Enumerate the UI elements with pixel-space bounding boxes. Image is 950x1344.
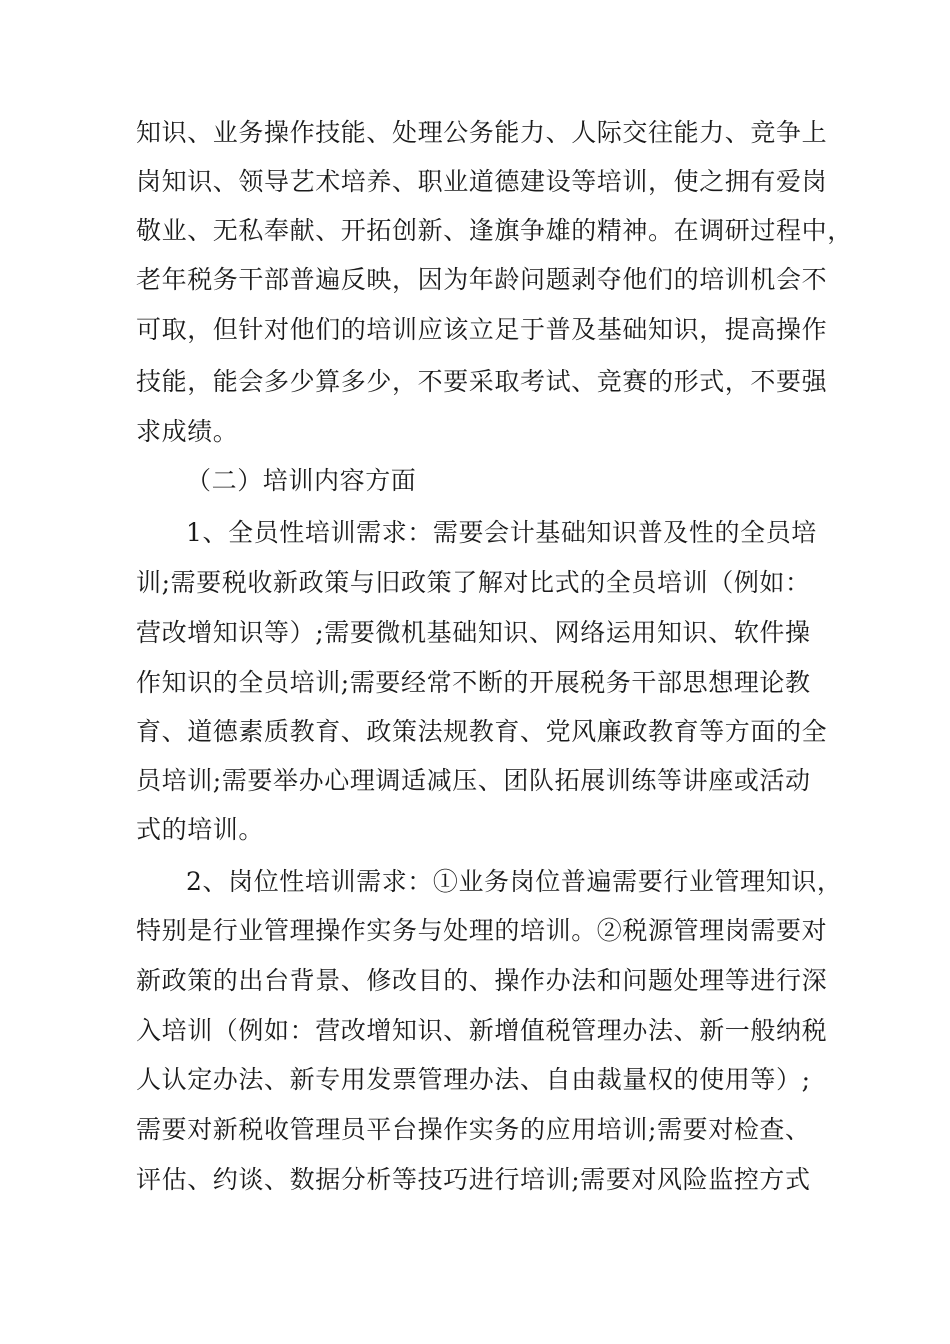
text-line: 求成绩。: [136, 417, 239, 446]
text-line: 训;需要税收新政策与旧政策了解对比式的全员培训（例如：: [136, 568, 811, 597]
text-line: 营改增知识等）;需要微机基础知识、网络运用知识、软件操: [136, 618, 811, 647]
text-line: 评估、约谈、数据分析等技巧进行培训;需要对风险监控方式: [136, 1165, 811, 1194]
text-line: 老年税务干部普遍反映，因为年龄问题剥夺他们的培训机会不: [136, 265, 828, 294]
text-line: 新政策的出台背景、修改目的、操作办法和问题处理等进行深: [136, 966, 828, 995]
text-line: 式的培训。: [136, 815, 265, 844]
text-line: 技能，能会多少算多少，不要采取考试、竞赛的形式，不要强: [136, 367, 828, 396]
paragraph-first-line: 1、全员性培训需求：需要会计基础知识普及性的全员培: [186, 518, 817, 547]
text-line: 作知识的全员培训;需要经常不断的开展税务干部思想理论教: [136, 668, 811, 697]
text-line: 知识、业务操作技能、处理公务能力、人际交往能力、竞争上: [136, 118, 828, 147]
paragraph-first-line: 2、岗位性培训需求：①业务岗位普遍需要行业管理知识，: [186, 867, 843, 896]
text-line: 需要对新税收管理员平台操作实务的应用培训;需要对检查、: [136, 1115, 811, 1144]
text-line: 员培训;需要举办心理调适减压、团队拓展训练等讲座或活动: [136, 766, 811, 795]
text-line: 敬业、无私奉献、开拓创新、逢旗争雄的精神。在调研过程中，: [136, 216, 853, 245]
text-line: 岗知识、领导艺术培养、职业道德建设等培训，使之拥有爱岗: [136, 167, 828, 196]
section-heading: （二）培训内容方面: [186, 466, 417, 495]
text-line: 育、道德素质教育、政策法规教育、党风廉政教育等方面的全: [136, 717, 828, 746]
text-line: 可取，但针对他们的培训应该立足于普及基础知识，提高操作: [136, 315, 828, 344]
text-line: 入培训（例如：营改增知识、新增值税管理办法、新一般纳税: [136, 1016, 828, 1045]
text-line: 人认定办法、新专用发票管理办法、自由裁量权的使用等）;: [136, 1065, 811, 1094]
text-line: 特别是行业管理操作实务与处理的培训。②税源管理岗需要对: [136, 916, 828, 945]
